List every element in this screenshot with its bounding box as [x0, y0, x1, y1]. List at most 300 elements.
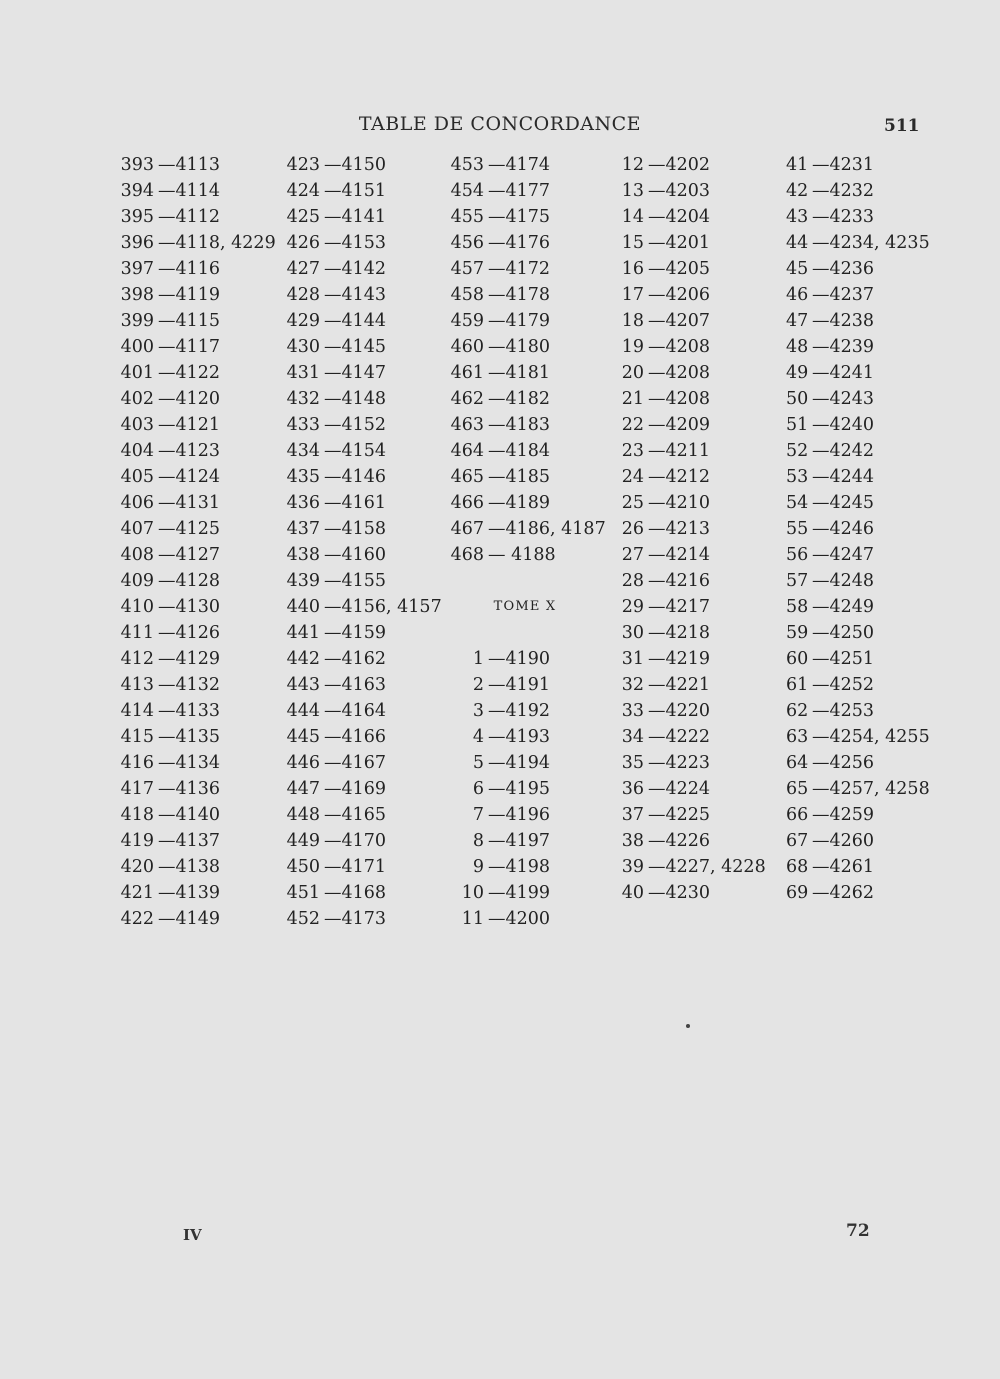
- table-row: [450, 438, 606, 464]
- table-row: [786, 464, 930, 490]
- entry-reference: —4155: [324, 571, 387, 591]
- entry-reference: —4124: [158, 467, 221, 487]
- table-row: [786, 880, 930, 906]
- entry-number: 56: [786, 545, 809, 565]
- table-row: [118, 698, 276, 724]
- entry-reference: —4209: [648, 415, 711, 435]
- entry-reference: —4169: [324, 779, 387, 799]
- entry-number: 65: [786, 779, 809, 799]
- table-row: [450, 672, 606, 698]
- table-row: [620, 594, 766, 620]
- entry-number: 448: [286, 805, 320, 825]
- table-row: [286, 360, 442, 386]
- entry-reference: —4262: [812, 883, 875, 903]
- column-3-upper: [450, 152, 606, 568]
- entry-number: 431: [286, 363, 320, 383]
- entry-number: 421: [120, 883, 154, 903]
- entry-number: 416: [120, 753, 154, 773]
- entry-number: 1: [472, 649, 484, 669]
- entry-reference: —4132: [158, 675, 221, 695]
- entry-reference: —4206: [648, 285, 711, 305]
- entry-number: 415: [120, 727, 154, 747]
- table-row: [786, 698, 930, 724]
- table-row: [286, 568, 442, 594]
- entry-number: 449: [286, 831, 320, 851]
- table-row: [450, 334, 606, 360]
- entry-reference: —4257, 4258: [812, 779, 930, 799]
- table-row: [786, 230, 930, 256]
- table-row: [118, 308, 276, 334]
- entry-reference: —4154: [324, 441, 387, 461]
- entry-reference: —4180: [488, 337, 551, 357]
- table-row: [786, 152, 930, 178]
- table-row: [118, 724, 276, 750]
- entry-reference: —4239: [812, 337, 875, 357]
- table-row: [286, 776, 442, 802]
- entry-number: 62: [786, 701, 809, 721]
- entry-number: 417: [120, 779, 154, 799]
- entry-reference: —4231: [812, 155, 875, 175]
- entry-reference: —4162: [324, 649, 387, 669]
- table-row: [286, 724, 442, 750]
- table-row: [286, 906, 442, 932]
- table-row: [786, 854, 930, 880]
- table-row: [786, 308, 930, 334]
- table-row: [450, 464, 606, 490]
- entry-number: 460: [450, 337, 484, 357]
- entry-number: 425: [286, 207, 320, 227]
- entry-reference: —4202: [648, 155, 711, 175]
- entry-reference: —4140: [158, 805, 221, 825]
- entry-reference: —4223: [648, 753, 711, 773]
- entry-reference: —4129: [158, 649, 221, 669]
- entry-reference: —4175: [488, 207, 551, 227]
- table-row: [450, 880, 606, 906]
- table-row: [620, 854, 766, 880]
- entry-number: 15: [621, 233, 644, 253]
- entry-reference: — 4188: [488, 545, 556, 565]
- entry-number: 399: [120, 311, 154, 331]
- entry-reference: —4183: [488, 415, 551, 435]
- table-row: [118, 152, 276, 178]
- entry-number: 398: [120, 285, 154, 305]
- table-row: [620, 646, 766, 672]
- entry-number: 45: [786, 259, 809, 279]
- table-row: [118, 776, 276, 802]
- entry-reference: —4191: [488, 675, 551, 695]
- table-row: [118, 828, 276, 854]
- entry-number: 41: [786, 155, 809, 175]
- entry-reference: —4197: [488, 831, 551, 851]
- table-row: [450, 750, 606, 776]
- table-row: [620, 334, 766, 360]
- entry-number: 67: [786, 831, 809, 851]
- entry-reference: —4244: [812, 467, 875, 487]
- table-row: [620, 776, 766, 802]
- table-row: [286, 516, 442, 542]
- entry-reference: —4113: [158, 155, 221, 175]
- entry-number: 401: [120, 363, 154, 383]
- entry-number: 61: [786, 675, 809, 695]
- table-row: [786, 542, 930, 568]
- entry-reference: —4117: [158, 337, 221, 357]
- column-5: [786, 152, 930, 906]
- entry-number: 25: [621, 493, 644, 513]
- entry-number: 408: [120, 545, 154, 565]
- entry-number: 12: [621, 155, 644, 175]
- entry-number: 404: [120, 441, 154, 461]
- entry-number: 60: [786, 649, 809, 669]
- table-row: [620, 360, 766, 386]
- entry-number: 37: [621, 805, 644, 825]
- entry-reference: —4221: [648, 675, 711, 695]
- table-row: [620, 178, 766, 204]
- entry-number: 46: [786, 285, 809, 305]
- entry-number: 48: [786, 337, 809, 357]
- entry-reference: —4166: [324, 727, 387, 747]
- entry-number: 44: [786, 233, 809, 253]
- table-row: [118, 464, 276, 490]
- table-row: [286, 802, 442, 828]
- entry-reference: —4194: [488, 753, 551, 773]
- table-row: [620, 828, 766, 854]
- table-row: [786, 594, 930, 620]
- table-row: [620, 412, 766, 438]
- table-row: [620, 750, 766, 776]
- table-row: [286, 256, 442, 282]
- table-row: [118, 802, 276, 828]
- entry-number: 444: [286, 701, 320, 721]
- entry-number: 43: [786, 207, 809, 227]
- entry-reference: —4182: [488, 389, 551, 409]
- entry-reference: —4121: [158, 415, 221, 435]
- entry-number: 66: [786, 805, 809, 825]
- entry-reference: —4133: [158, 701, 221, 721]
- entry-reference: —4195: [488, 779, 551, 799]
- table-row: [620, 516, 766, 542]
- entry-reference: —4192: [488, 701, 551, 721]
- table-row: [450, 308, 606, 334]
- table-row: [620, 724, 766, 750]
- table-row: [450, 698, 606, 724]
- entry-reference: —4236: [812, 259, 875, 279]
- entry-reference: —4245: [812, 493, 875, 513]
- entry-reference: —4220: [648, 701, 711, 721]
- entry-number: 439: [286, 571, 320, 591]
- entry-number: 456: [450, 233, 484, 253]
- entry-reference: —4164: [324, 701, 387, 721]
- entry-reference: —4200: [488, 909, 551, 929]
- entry-reference: —4116: [158, 259, 221, 279]
- entry-reference: —4240: [812, 415, 875, 435]
- entry-number: 19: [621, 337, 644, 357]
- entry-number: 419: [120, 831, 154, 851]
- entry-number: 40: [621, 883, 644, 903]
- table-row: [450, 152, 606, 178]
- table-row: [286, 880, 442, 906]
- table-row: [118, 178, 276, 204]
- entry-reference: —4219: [648, 649, 711, 669]
- table-row: [286, 750, 442, 776]
- table-row: [786, 334, 930, 360]
- entry-reference: —4148: [324, 389, 387, 409]
- entry-reference: —4208: [648, 363, 711, 383]
- table-row: [286, 490, 442, 516]
- entry-number: 68: [786, 857, 809, 877]
- entry-reference: —4136: [158, 779, 221, 799]
- entry-reference: —4167: [324, 753, 387, 773]
- entry-number: 34: [621, 727, 644, 747]
- table-row: [450, 906, 606, 932]
- entry-reference: —4145: [324, 337, 387, 357]
- entry-reference: —4203: [648, 181, 711, 201]
- entry-reference: —4212: [648, 467, 711, 487]
- entry-number: 402: [120, 389, 154, 409]
- entry-number: 428: [286, 285, 320, 305]
- entry-number: 459: [450, 311, 484, 331]
- column-3-lower: [450, 646, 606, 932]
- entry-reference: —4218: [648, 623, 711, 643]
- entry-reference: —4150: [324, 155, 387, 175]
- table-row: [286, 230, 442, 256]
- entry-reference: —4224: [648, 779, 711, 799]
- table-row: [786, 386, 930, 412]
- entry-reference: —4232: [812, 181, 875, 201]
- entry-number: 9: [472, 857, 484, 877]
- table-row: [286, 464, 442, 490]
- table-row: [786, 204, 930, 230]
- entry-reference: —4199: [488, 883, 551, 903]
- table-row: [786, 490, 930, 516]
- table-row: [286, 386, 442, 412]
- table-row: [118, 672, 276, 698]
- entry-number: 394: [120, 181, 154, 201]
- table-row: [286, 204, 442, 230]
- entry-reference: —4230: [648, 883, 711, 903]
- entry-number: 13: [621, 181, 644, 201]
- entry-number: 50: [786, 389, 809, 409]
- entry-number: 452: [286, 909, 320, 929]
- entry-number: 410: [120, 597, 154, 617]
- table-row: [786, 178, 930, 204]
- entry-number: 21: [621, 389, 644, 409]
- entry-reference: —4210: [648, 493, 711, 513]
- entry-number: 54: [786, 493, 809, 513]
- entry-reference: —4134: [158, 753, 221, 773]
- sheet-number: 72: [846, 1221, 870, 1241]
- entry-number: 11: [461, 909, 484, 929]
- entry-number: 443: [286, 675, 320, 695]
- entry-reference: —4234, 4235: [812, 233, 930, 253]
- table-row: [118, 490, 276, 516]
- table-row: [620, 308, 766, 334]
- entry-reference: —4177: [488, 181, 551, 201]
- entry-number: 49: [786, 363, 809, 383]
- entry-number: 418: [120, 805, 154, 825]
- table-row: [450, 828, 606, 854]
- table-row: [620, 698, 766, 724]
- entry-number: 440: [286, 597, 320, 617]
- entry-reference: —4158: [324, 519, 387, 539]
- table-row: [286, 672, 442, 698]
- print-speck: [686, 1024, 690, 1028]
- entry-reference: —4241: [812, 363, 875, 383]
- table-row: [786, 802, 930, 828]
- table-row: [450, 178, 606, 204]
- table-row: [786, 724, 930, 750]
- table-row: [620, 568, 766, 594]
- entry-number: 38: [621, 831, 644, 851]
- entry-reference: —4141: [324, 207, 387, 227]
- entry-reference: —4261: [812, 857, 875, 877]
- entry-number: 51: [786, 415, 809, 435]
- table-row: [620, 204, 766, 230]
- entry-reference: —4222: [648, 727, 711, 747]
- entry-reference: —4149: [158, 909, 221, 929]
- table-row: [786, 438, 930, 464]
- table-row: [286, 854, 442, 880]
- entry-reference: —4114: [158, 181, 221, 201]
- entry-reference: —4185: [488, 467, 551, 487]
- entry-reference: —4184: [488, 441, 551, 461]
- table-row: [786, 646, 930, 672]
- entry-number: 413: [120, 675, 154, 695]
- entry-reference: —4119: [158, 285, 221, 305]
- entry-number: 450: [286, 857, 320, 877]
- entry-number: 467: [450, 519, 484, 539]
- entry-reference: —4152: [324, 415, 387, 435]
- table-row: [118, 438, 276, 464]
- entry-number: 453: [450, 155, 484, 175]
- entry-reference: —4179: [488, 311, 551, 331]
- entry-reference: —4246: [812, 519, 875, 539]
- entry-number: 396: [120, 233, 154, 253]
- entry-number: 411: [120, 623, 154, 643]
- entry-reference: —4189: [488, 493, 551, 513]
- entry-number: 33: [621, 701, 644, 721]
- entry-number: 430: [286, 337, 320, 357]
- table-row: [286, 646, 442, 672]
- table-row: [620, 880, 766, 906]
- section-heading: TOME X: [493, 599, 557, 614]
- entry-number: 437: [286, 519, 320, 539]
- entry-number: 53: [786, 467, 809, 487]
- entry-number: 468: [450, 545, 484, 565]
- entry-number: 39: [621, 857, 644, 877]
- table-row: [786, 620, 930, 646]
- entry-reference: —4172: [488, 259, 551, 279]
- entry-reference: —4251: [812, 649, 875, 669]
- entry-reference: —4142: [324, 259, 387, 279]
- table-row: [786, 412, 930, 438]
- table-row: [450, 204, 606, 230]
- entry-reference: —4227, 4228: [648, 857, 766, 877]
- spacer: [450, 620, 606, 646]
- entry-reference: —4122: [158, 363, 221, 383]
- table-row: [450, 802, 606, 828]
- table-row: [620, 672, 766, 698]
- table-row: [450, 282, 606, 308]
- entry-reference: —4165: [324, 805, 387, 825]
- entry-number: 409: [120, 571, 154, 591]
- entry-number: 466: [450, 493, 484, 513]
- entry-number: 403: [120, 415, 154, 435]
- entry-number: 412: [120, 649, 154, 669]
- table-row: [118, 282, 276, 308]
- entry-reference: —4260: [812, 831, 875, 851]
- entry-number: 455: [450, 207, 484, 227]
- entry-reference: —4130: [158, 597, 221, 617]
- entry-number: 20: [621, 363, 644, 383]
- entry-number: 47: [786, 311, 809, 331]
- entry-number: 441: [286, 623, 320, 643]
- entry-number: 464: [450, 441, 484, 461]
- entry-reference: —4186, 4187: [488, 519, 606, 539]
- entry-number: 69: [786, 883, 809, 903]
- table-row: [118, 386, 276, 412]
- entry-reference: —4178: [488, 285, 551, 305]
- entry-number: 10: [461, 883, 484, 903]
- table-row: [286, 620, 442, 646]
- entry-reference: —4238: [812, 311, 875, 331]
- entry-reference: —4201: [648, 233, 711, 253]
- entry-reference: —4131: [158, 493, 221, 513]
- entry-number: 16: [621, 259, 644, 279]
- entry-number: 26: [621, 519, 644, 539]
- entry-number: 465: [450, 467, 484, 487]
- entry-number: 433: [286, 415, 320, 435]
- table-row: [450, 412, 606, 438]
- entry-reference: —4249: [812, 597, 875, 617]
- entry-reference: —4208: [648, 337, 711, 357]
- entry-number: 442: [286, 649, 320, 669]
- entry-reference: —4259: [812, 805, 875, 825]
- table-row: [450, 854, 606, 880]
- entry-reference: —4242: [812, 441, 875, 461]
- table-row: [450, 542, 606, 568]
- entry-reference: —4151: [324, 181, 387, 201]
- page-number: 511: [884, 116, 920, 136]
- entry-number: 397: [120, 259, 154, 279]
- entry-reference: —4123: [158, 441, 221, 461]
- entry-number: 28: [621, 571, 644, 591]
- table-row: [286, 308, 442, 334]
- table-row: [286, 178, 442, 204]
- entry-reference: —4247: [812, 545, 875, 565]
- entry-number: 58: [786, 597, 809, 617]
- entry-number: 422: [120, 909, 154, 929]
- entry-reference: —4128: [158, 571, 221, 591]
- entry-number: 30: [621, 623, 644, 643]
- entry-number: 23: [621, 441, 644, 461]
- entry-number: 55: [786, 519, 809, 539]
- entry-number: 406: [120, 493, 154, 513]
- table-row: [286, 594, 442, 620]
- entry-reference: —4214: [648, 545, 711, 565]
- entry-reference: —4135: [158, 727, 221, 747]
- entry-number: 2: [472, 675, 484, 695]
- table-row: [620, 152, 766, 178]
- table-row: [118, 646, 276, 672]
- entry-reference: —4137: [158, 831, 221, 851]
- entry-number: 36: [621, 779, 644, 799]
- entry-number: 462: [450, 389, 484, 409]
- entry-reference: —4138: [158, 857, 221, 877]
- entry-number: 407: [120, 519, 154, 539]
- entry-number: 29: [621, 597, 644, 617]
- table-row: [450, 360, 606, 386]
- table-row: [786, 672, 930, 698]
